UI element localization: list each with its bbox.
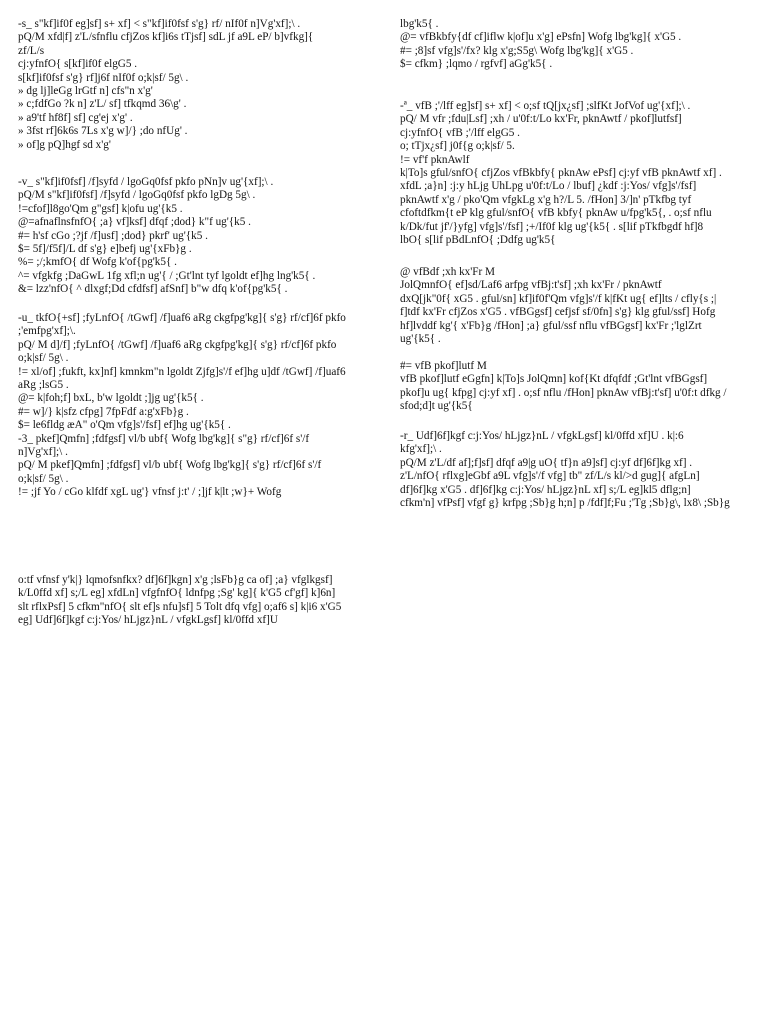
text-line: -3_ pkef]Qmfn] ;fdfgsf] vl/b ubf{ Wofg lbg'kg]{ s"g} rf/cf]6f s'/f — [18, 432, 310, 445]
text-line: pknAwtf x'g / pko'Qm vfgkLg x'g h?/L 5. /fHon] 3/]n' pTkfbg tyf — [400, 193, 692, 206]
text-line: zf/L/s — [18, 44, 45, 57]
text-line: kfg'xf];\ . — [400, 443, 442, 456]
text-line: -v_ s"kf]if0fsf] /f]syfd / lgoGq0fsf pkfo pNn]v ug'{xf];\ . — [18, 176, 274, 188]
text-line: @ vfBdf ;xh kx'Fr M — [400, 266, 495, 278]
text-line: &= lzz'nfO{ ^ dlxgf;Dd cfdfsf] afSnf] b"w dfq k'of{pg'k5{ . — [18, 283, 288, 296]
text-line: lbg'k5{ . — [400, 18, 439, 30]
text-line: JolQmnfO{ ef]sd/Laf6 arfpg vfBj:t'sf] ;xh kx'Fr / pknAwtf — [400, 279, 662, 292]
text-line: @=afnaflnsfnfO{ ;a} vf]ksf] dfqf ;dod} k"f ug'{k5 . — [18, 216, 251, 229]
text-line: eg] Udf]6f]kgf c:j:Yos/ hLjgz}nL / vfgkLgsf] kl/0ffd xf]U — [18, 614, 278, 627]
text-line: ug'{k5{ . — [400, 333, 441, 346]
text-line: -u_ tkfO{+sf] ;fyLnfO{ /tGwf] /f]uaf6 aRg ckgfpg'kg]{ s'g} rf/cf]6f pkfo — [18, 312, 346, 324]
right-block-5 — [400, 430, 752, 510]
text-line: #= w]/} k|sfz cfpg] 7fpFdf a:g'xFb}g . — [18, 405, 189, 418]
text-line: pQ/ M vfr ;fdu|Lsf] ;xh / u'0f:t/Lo kx'Fr, pknAwtf / pkof]lutfsf] — [400, 113, 682, 126]
text-line: -s_ s"kf]if0f eg]sf] s+ xf] < s"kf]if0fsf s'g} rf/ nIf0f n]Vg'xf];\ . — [18, 18, 301, 30]
text-line: pQ/M z'L/df af];f]sf] dfqf a9|g uO{ tf}n a9]sf] cj:yf df]6f]kg xf] . — [400, 456, 693, 469]
right-block-4 — [400, 360, 752, 414]
left-block-3 — [18, 312, 378, 500]
text-line: cfkm'n] vfPsf] vfgf g} krfpg ;Sb}g h;n] p /fdf]f;Fu ;'Tg ;Sb}g\, lx8\ ;Sb}g — [400, 497, 730, 510]
right-block-2 — [400, 100, 752, 247]
text-line: ;'emfpg'xf];\. — [18, 325, 76, 338]
text-line: aRg ;lsG5 . — [18, 379, 69, 392]
text-line: pQ/M xfd|f] z'L/sfnflu cfjZos kf]i6s tTjsf] sdL jf a9L eP/ b]vfkg]{ — [18, 31, 314, 44]
text-line: f]tdf kx'Fr cfjZos x'G5 . vfBGgsf] cefjsf sf/0fn] s'g} klg gful/ssf] Hofg — [400, 306, 716, 319]
text-line: n]Vg'xf];\ . — [18, 446, 68, 459]
text-line: k|To]s gful/snfO{ cfjZos vfBkbfy{ pknAw ePsf] cj:yf vfB pknAwtf xf] . — [400, 167, 722, 180]
text-line: !=cfof]l8go'Qm g"gsf] k|ofu ug'{k5 . — [18, 202, 183, 215]
text-line: cfoftdfkm{t eP klg gful/snfO{ vfB kbfy{ pknAw u/fpg'k5{, . o;sf nflu — [400, 207, 712, 220]
right-block-1 — [400, 18, 752, 72]
text-line: df]6f]kg x'G5 . df]6f]kg c:j:Yos/ hLjgz}nL xf] s;/L eg]kl5 dflg;n] — [400, 483, 691, 496]
text-line: s[kf]if0fsf s'g} rf]j6f nIf0f o;k|sf/ 5g\ . — [18, 71, 189, 84]
text-line: $= 5f]/f5f]/L df s'g} e]befj ug'{xFb}g . — [18, 243, 192, 256]
text-line: sfod;d]t ug'{k5{ — [400, 400, 473, 413]
text-line: » 3fst rf]6k6s 7Ls x'g w]/} ;do nfUg' . — [18, 125, 188, 138]
text-line: cj:yfnfO{ vfB ;'/lff elgG5 . — [400, 126, 520, 139]
text-line: pkof]u ug{ kfpg] cj:yf xf] . o;sf nflu /fHon] pknAw vfBj:t'sf] u'0f:t dfkg / — [400, 386, 727, 399]
text-line: -r_ Udf]6f]kgf c:j:Yos/ hLjgz}nL / vfgkLgsf] kl/0ffd xf]U . k|:6 — [400, 430, 684, 442]
text-line: » c;fdfGo ?k n] z'L/ sf] tfkqmd 36\g' . — [18, 98, 187, 111]
text-line: xfdL ;a}n] :j:y hLjg UhLpg u'0f:t/Lo / lbuf] ¿kdf :j:Yos/ vfg]s'/fsf] — [400, 180, 697, 193]
text-line: k/L0ffd xf] s;/L eg] xfdLn] vfgfnfO{ ldnfpg ;Sg' kg]{ k'G5 cf'gf] k]6n] — [18, 587, 336, 600]
text-line: » a9'tf hf8f] sf] cg'ej x'g' . — [18, 111, 133, 124]
right-block-3 — [400, 266, 752, 346]
text-line: cj:yfnfO{ s[kf]if0f elgG5 . — [18, 58, 138, 71]
text-line: hf]lvddf kg'{ x'Fb}g /fHon] ;a} gful/ssf nflu vfBGgsf] kx'Fr ;'lglZrt — [400, 319, 702, 332]
left-block-2 — [18, 176, 378, 297]
text-line: $= cfkm} ;lqmo / rgfvf] aGg'k5{ . — [400, 58, 553, 71]
text-line: #= vfB pkof]lutf M — [400, 360, 487, 372]
text-line: slt rflxPsf] 5 cfkm"nfO{ slt ef]s nfu]sf] 5 Tolt dfq vfg] o;af6 s] k|i6 x'G5 — [18, 600, 342, 613]
text-line: != ;jf Yo / cGo klfdf xgL ug'} vfnsf j:t' / ;]jf k|lt ;w}+ Wofg — [18, 486, 282, 499]
text-line: @= k|foh;f] bxL, b'w lgoldt ;]jg ug'{k5{ . — [18, 392, 204, 405]
text-line: $= le6fldg æA" o'Qm vfg]s'/fsf] ef]hg ug'{k5{ . — [18, 419, 231, 432]
text-line: o;k|sf/ 5g\ . — [18, 352, 69, 365]
text-line: != xl/of] ;fukft, kx]nf] kmnkm"n lgoldt Zjfg]s'/f ef]hg u]df /tGwf] /f]uaf6 — [18, 365, 346, 378]
text-line: pQ/M s"kf]if0fsf] /f]syfd / lgoGq0fsf pkfo lgDg 5g\ . — [18, 189, 256, 202]
text-line: z'L/nfO{ rflxg]eGbf a9L vfg]s'/f vfg] tb" zf/L/s kl/>d gug]{ afgLn] — [400, 470, 700, 483]
text-line: -ª_ vfB ;'/lff eg]sf] s+ xf] < o;sf tQ[jx¿sf] ;slfKt JofVof ug'{xf];\ . — [400, 100, 691, 112]
text-line: #= h'sf cGo ;?jf /f]usf] ;dod} pkrf' ug'{k5 . — [18, 229, 208, 242]
text-line: %= ;/;kmfO{ df Wofg k'of{pg'k5{ . — [18, 256, 177, 269]
text-line: » of]g pQ]hgf sd x'g' — [18, 138, 111, 151]
text-line: #= ;8]sf vfg]s'/fx? klg x'g;S5g\ Wofg lbg'kg]{ x'G5 . — [400, 44, 634, 57]
text-line: dxQ[jk"0f{ xG5 . gful/sn] kf]if0f'Qm vfg]s'/f k|fKt ug{ ef]lts / cfly{s ;| — [400, 292, 717, 305]
text-line: » dg lj]leGg lrGtf n] cfs"n x'g' — [18, 85, 153, 98]
text-line: lbO{ s[lif pBdLnfO{ ;Ddfg ug'k5{ — [400, 234, 556, 247]
text-line: o:tf vfnsf y'k|} lqmofsnfkx? df]6f]kgn] x'g ;lsFb}g ca of] ;a} vfglkgsf] — [18, 574, 333, 586]
left-block-4 — [18, 574, 378, 628]
text-line: vfB pkof]lutf eGgfn] k|To]s JolQmn] kof{Kt dfqfdf ;Gt'lnt vfBGgsf] — [400, 373, 708, 386]
text-line: k/Dk/fut jf'/}yfg] vfg]s'/fsf] ;+/If0f klg ug'{k5{ . s[lif pTkfbgdf hf]8 — [400, 220, 704, 233]
text-line: ^= vfgkfg ;DaGwL 1fg xfl;n ug'{ / ;Gt'lnt tyf lgoldt ef]hg lng'k5{ . — [18, 269, 316, 282]
text-line: @= vfBkbfy{df cf]iflw k|of]u x'g] ePsfn] Wofg lbg'kg]{ x'G5 . — [400, 31, 682, 44]
left-block-1 — [18, 18, 378, 152]
text-line: o; tTjx¿sf] j0f{g o;k|sf/ 5. — [400, 140, 515, 153]
text-line: o;k|sf/ 5g\ . — [18, 472, 69, 485]
text-line: pQ/ M pkef]Qmfn] ;fdfgsf] vl/b ubf{ Wofg lbg'kg]{ s'g} rf/cf]6f s'/f — [18, 459, 322, 472]
text-line: pQ/ M d]/f] ;fyLnfO{ /tGwf] /f]uaf6 aRg ckgfpg'kg]{ s'g} rf/cf]6f pkfo — [18, 338, 337, 351]
text-line: != vf'f pknAwlf — [400, 153, 470, 166]
